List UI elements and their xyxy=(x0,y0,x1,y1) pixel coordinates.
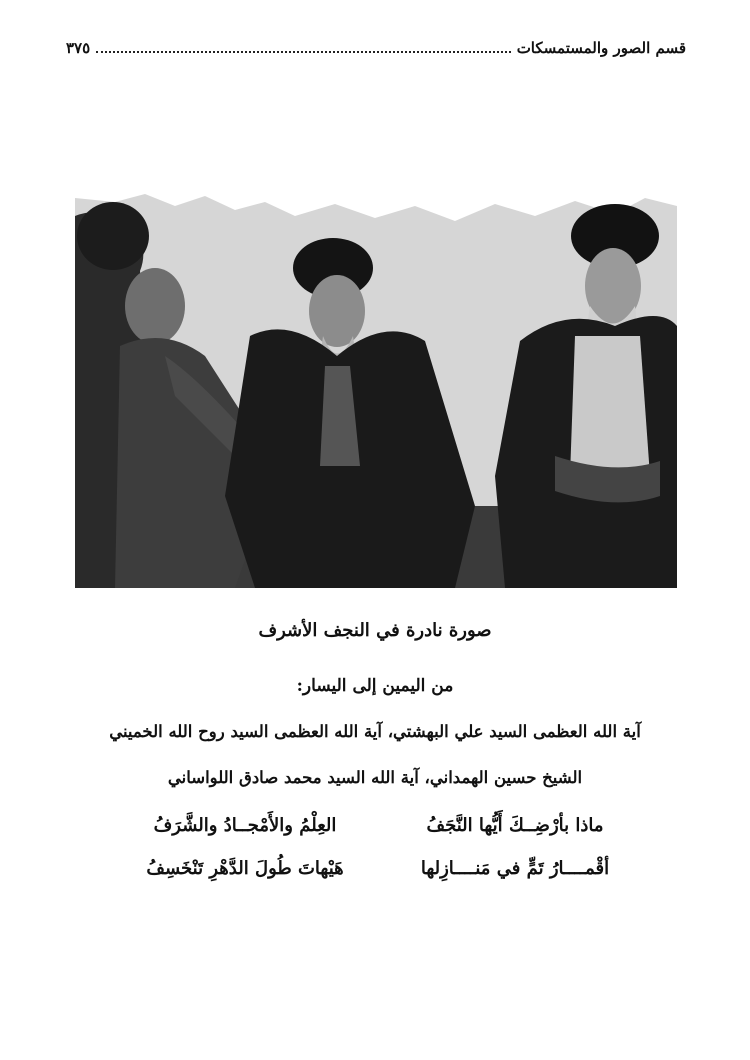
poem-verse xyxy=(130,858,630,879)
photo-caption-title: صورة نادرة في النجف الأشرف xyxy=(258,620,492,641)
photo-caption-names-line2: الشيخ حسين الهمداني، آية الله السيد محمد صادق اللواساني xyxy=(167,768,583,787)
verse-first-hemistich: ماذا بأرْضِــكَ أَيُّها النَّجَفُ xyxy=(426,815,604,836)
page-header xyxy=(66,34,686,62)
figure-center-face xyxy=(309,275,365,347)
page-number: ٣٧٥ xyxy=(66,39,91,57)
verse-first-hemistich: أقْمــــارُ تَمٍّ في مَنــــازِلها xyxy=(420,858,610,879)
photo-caption-direction: من اليمين إلى اليسار: xyxy=(296,676,454,696)
poem-verse xyxy=(130,815,630,836)
section-title: قسم الصور والمستمسكات xyxy=(516,39,686,57)
photo-caption-names-line1: آية الله العظمى السيد علي البهشتي، آية الله العظمى السيد روح الله الخميني xyxy=(109,722,641,741)
figure-second-head xyxy=(125,268,185,344)
group-photo xyxy=(75,176,677,588)
verse-second-hemistich: هَيْهاتَ طُولَ الدَّهْرِ تَنْخَسِفُ xyxy=(146,858,344,879)
header-leader-dots xyxy=(96,49,511,53)
verse-second-hemistich: العِلْمُ والأَمْجــادُ والشَّرَفُ xyxy=(153,815,337,836)
